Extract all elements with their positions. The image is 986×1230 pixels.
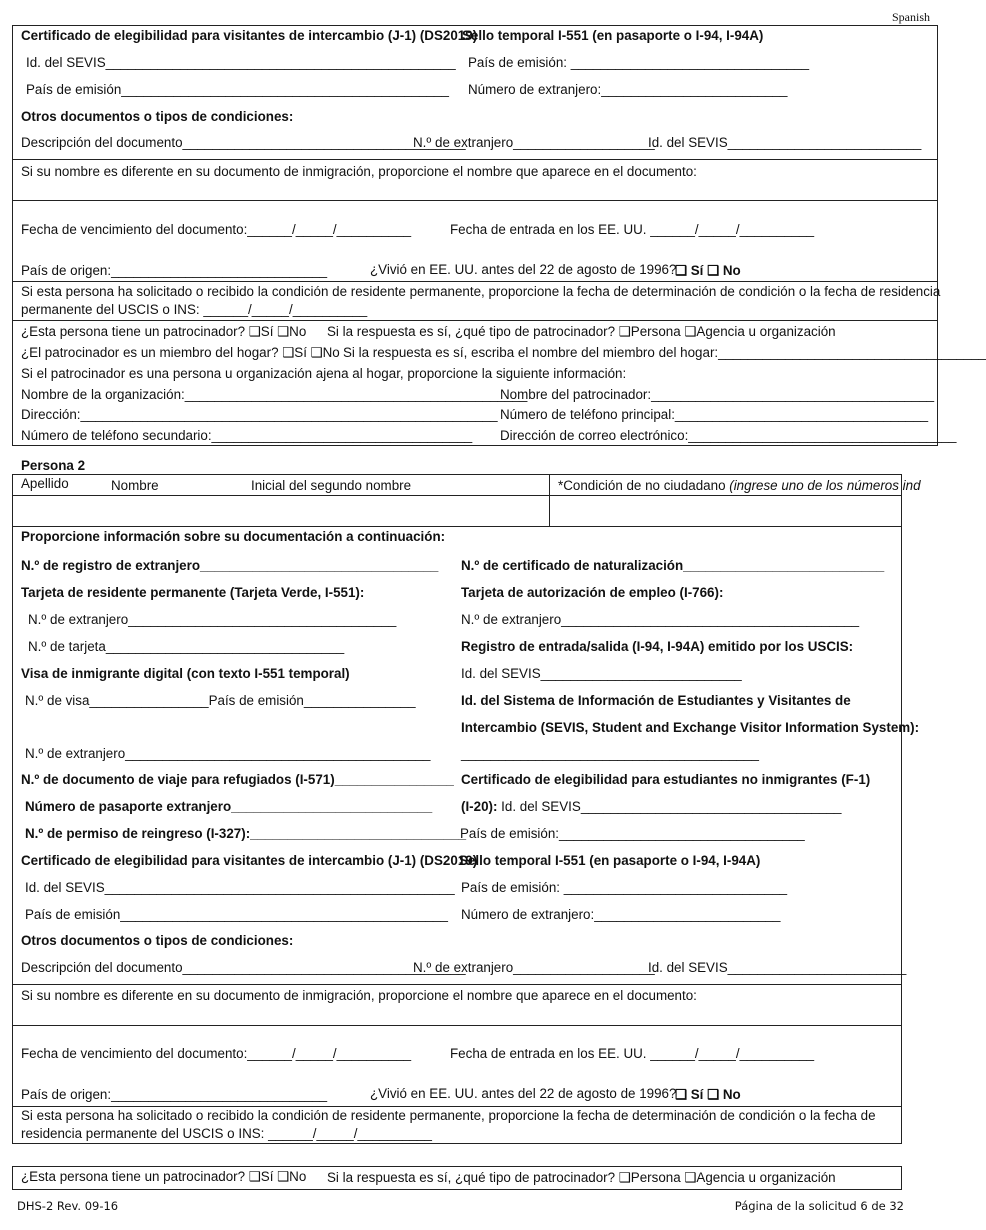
j1-country-field[interactable]: País de emisión____________________________________________ xyxy=(26,82,449,97)
p2-other-sevis-field[interactable]: Id. del SEVIS________________________ xyxy=(648,960,907,975)
p2-i551-country-field[interactable]: País de emisión: ______________________________ xyxy=(461,880,788,895)
i94-sevis-field[interactable]: Id. del SEVIS___________________________ xyxy=(461,666,742,681)
main-phone-field[interactable]: Número de teléfono principal:__________________________________ xyxy=(500,407,929,422)
p2-j1-country-field[interactable]: País de emisión____________________________________________ xyxy=(25,907,448,922)
gc-card-field[interactable]: N.º de tarjeta________________________________ xyxy=(28,639,345,654)
p2-lived-before-checkbox[interactable]: ❑ Sí ❑ No xyxy=(675,1087,741,1102)
col-middle-initial: Inicial del segundo nombre xyxy=(251,478,412,493)
other-alien-field[interactable]: N.º de extranjero___________________ xyxy=(413,135,655,150)
org-name-field[interactable]: Nombre de la organización:______________________________________________ xyxy=(21,387,528,402)
f1-title: Certificado de elegibilidad para estudiantes no inmigrantes (F-1) xyxy=(461,772,871,787)
col-first-name: Nombre xyxy=(111,478,159,493)
email-field[interactable]: Dirección de correo electrónico:____________________________________ xyxy=(500,428,957,443)
entry-date-field[interactable]: Fecha de entrada en los EE. UU. ______/_____/__________ xyxy=(450,222,815,237)
p2-entry-date-field[interactable]: Fecha de entrada en los EE. UU. ______/_____/__________ xyxy=(450,1046,815,1061)
visa-alien-field[interactable]: N.º de extranjero_________________________________________ xyxy=(25,746,431,761)
page-number: Página de la solicitud 6 de 32 xyxy=(734,1199,904,1213)
sevis-id-field[interactable]: ________________________________________ xyxy=(461,746,759,761)
sponsor-name-field[interactable]: Nombre del patrocinador:______________________________________ xyxy=(500,387,935,402)
second-phone-field[interactable]: Número de teléfono secundario:___________________________________ xyxy=(21,428,473,443)
person2-heading: Persona 2 xyxy=(21,458,86,473)
ead-title: Tarjeta de autorización de empleo (I-766): xyxy=(461,585,724,600)
provide-info-title: Proporcione información sobre su documentación a continuación: xyxy=(21,529,446,544)
sevis-title-1: Id. del Sistema de Información de Estudiantes y Visitantes de xyxy=(461,693,851,708)
sevis-title-2: Intercambio (SEVIS, Student and Exchange Visitor Information System): xyxy=(461,720,920,735)
j1-title: Certificado de elegibilidad para visitantes de intercambio (J-1) (DS2019) xyxy=(21,28,478,43)
sponsor-type[interactable]: Si la respuesta es sí, ¿qué tipo de patrocinador? ❑Persona ❑Agencia u organización xyxy=(327,324,836,339)
col-last-name: Apellido xyxy=(21,476,69,491)
person2-status-input[interactable] xyxy=(551,497,900,525)
doc-description-field[interactable]: Descripción del documento______________________________________ xyxy=(21,135,466,150)
passport-field[interactable]: Número de pasaporte extranjero___________________________ xyxy=(25,799,433,814)
p2-j1-title: Certificado de elegibilidad para visitantes de intercambio (J-1) (DS2019) xyxy=(21,853,478,868)
p2-other-alien-field[interactable]: N.º de extranjero___________________ xyxy=(413,960,655,975)
perm-res-label: Si esta persona ha solicitado o recibido la condición de residente permanente, proporcione la fecha de determinación de condición o la fecha de residencia xyxy=(21,284,941,299)
address-field[interactable]: Dirección:________________________________________________________ xyxy=(21,407,498,422)
col-noncitizen-status: *Condición de no ciudadano (ingrese uno de los números ind xyxy=(558,478,921,493)
p2-other-docs-title: Otros documentos o tipos de condiciones: xyxy=(21,933,294,948)
expiry-date-field[interactable]: Fecha de vencimiento del documento:______/_____/__________ xyxy=(21,222,412,237)
j1-sevis-field[interactable]: Id. del SEVIS_______________________________________________ xyxy=(26,55,456,70)
lived-before-checkbox[interactable]: ❑ Sí ❑ No xyxy=(675,263,741,278)
household-member-name-field[interactable]: Si la respuesta es sí, escriba el nombre del miembro del hogar:____________________________________ xyxy=(343,345,986,360)
p2-expiry-date-field[interactable]: Fecha de vencimiento del documento:______/_____/__________ xyxy=(21,1046,412,1061)
p2-name-diff-label: Si su nombre es diferente en su documento de inmigración, proporcione el nombre que aparece en el documento: xyxy=(21,988,697,1003)
person2-name-input[interactable] xyxy=(14,497,548,525)
language-label: Spanish xyxy=(891,10,930,24)
p2-i551-title: Sello temporal I-551 (en pasaporte o I-94, I-94A) xyxy=(459,853,761,868)
p2-perm-res-label: Si esta persona ha solicitado o recibido la condición de residente permanente, proporcione la fecha de determinación de condición o la fecha de xyxy=(21,1108,876,1123)
sponsor-household-question[interactable]: ¿El patrocinador es un miembro del hogar? ❑Sí ❑No xyxy=(21,345,340,360)
naturalization-field[interactable]: N.º de certificado de naturalización___________________________ xyxy=(461,558,885,573)
outside-sponsor-label: Si el patrocinador es una persona u organización ajena al hogar, proporcione la siguiente información: xyxy=(21,366,627,381)
gc-alien-field[interactable]: N.º de extranjero____________________________________ xyxy=(28,612,397,627)
i551-title: Sello temporal I-551 (en pasaporte o I-94, I-94A) xyxy=(462,28,764,43)
f1-country-field[interactable]: País de emisión:_________________________________ xyxy=(460,826,805,841)
i551-alien-field[interactable]: Número de extranjero:_________________________ xyxy=(468,82,788,97)
p2-sponsor-question[interactable]: ¿Esta persona tiene un patrocinador? ❑Sí ❑No xyxy=(21,1169,307,1184)
p2-origin-country-field[interactable]: País de origen:_____________________________ xyxy=(21,1087,328,1102)
visa-number-field[interactable]: N.º de visa________________País de emisión_______________ xyxy=(25,693,416,708)
perm-res-date-field[interactable]: permanente del USCIS o INS: ______/_____/__________ xyxy=(21,302,368,317)
refugee-travel-field[interactable]: N.º de documento de viaje para refugiados (I-571)________________ xyxy=(21,772,454,787)
p2-sponsor-type[interactable]: Si la respuesta es sí, ¿qué tipo de patrocinador? ❑Persona ❑Agencia u organización xyxy=(327,1170,836,1185)
green-card-title: Tarjeta de residente permanente (Tarjeta Verde, I-551): xyxy=(21,585,365,600)
i94-title: Registro de entrada/salida (I-94, I-94A) emitido por los USCIS: xyxy=(461,639,854,654)
digital-visa-title: Visa de inmigrante digital (con texto I-551 temporal) xyxy=(21,666,350,681)
alien-reg-field[interactable]: N.º de registro de extranjero________________________________ xyxy=(21,558,439,573)
p2-doc-description-field[interactable]: Descripción del documento______________________________________ xyxy=(21,960,466,975)
sponsor-question[interactable]: ¿Esta persona tiene un patrocinador? ❑Sí ❑No xyxy=(21,324,307,339)
p2-i551-alien-field[interactable]: Número de extranjero:_________________________ xyxy=(461,907,781,922)
reentry-permit-field[interactable]: N.º de permiso de reingreso (I-327):_____________________________ xyxy=(25,826,467,841)
p2-perm-res-date-field[interactable]: residencia permanente del USCIS o INS: ______/_____/__________ xyxy=(21,1126,432,1141)
ead-alien-field[interactable]: N.º de extranjero________________________________________ xyxy=(461,612,860,627)
p2-j1-sevis-field[interactable]: Id. del SEVIS_______________________________________________ xyxy=(25,880,455,895)
name-diff-label: Si su nombre es diferente en su documento de inmigración, proporcione el nombre que aparece en el documento: xyxy=(21,164,697,179)
form-id: DHS-2 Rev. 09-16 xyxy=(17,1199,119,1213)
origin-country-field[interactable]: País de origen:_____________________________ xyxy=(21,263,328,278)
other-docs-title: Otros documentos o tipos de condiciones: xyxy=(21,109,294,124)
p2-lived-before-label: ¿Vivió en EE. UU. antes del 22 de agosto de 1996? xyxy=(370,1086,677,1101)
i551-country-field[interactable]: País de emisión: ________________________________ xyxy=(468,55,810,70)
lived-before-label: ¿Vivió en EE. UU. antes del 22 de agosto de 1996? xyxy=(370,262,677,277)
other-sevis-field[interactable]: Id. del SEVIS__________________________ xyxy=(648,135,922,150)
f1-sevis-field[interactable]: (I-20): Id. del SEVIS___________________________________ xyxy=(461,799,842,814)
